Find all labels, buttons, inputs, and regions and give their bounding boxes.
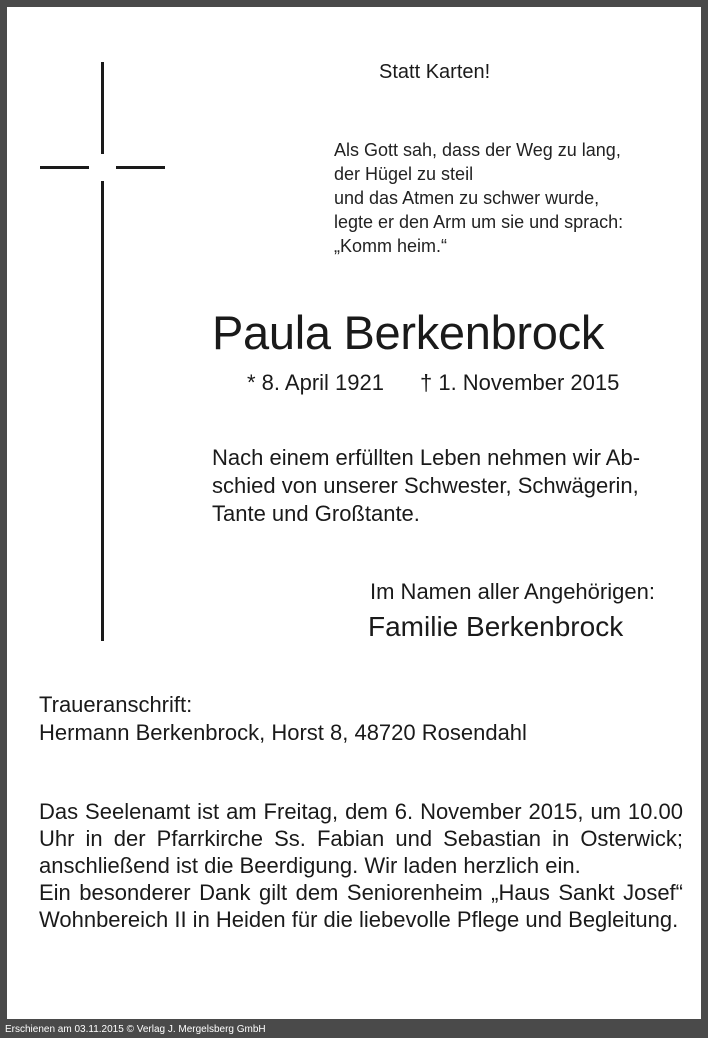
cross-icon-top [101,62,104,154]
poem-text: Als Gott sah, dass der Weg zu lang, der Hügel zu steil und das Atmen zu schwer wurde, legte er den Arm um sie und sprach: „Komm heim.“ [334,140,624,256]
life-dates [247,369,619,397]
death-date: † 1. November 2015 [419,370,620,395]
address-value: Hermann Berkenbrock, Horst 8, 48720 Rosendahl [39,720,527,745]
service-paragraph: Das Seelenamt ist am Freitag, dem 6. November 2015, um 10.00 Uhr in der Pfarrkirche Ss. Fabian und Sebastian in Osterwick; anschließend ist die Beerdigung. Wir laden herzlich ein. [39,799,683,878]
birth-date: * 8. April 1921 [247,370,384,395]
footer-text: Erschienen am 03.11.2015 © Verlag J. Mergelsberg GmbH [5,1024,266,1035]
thanks-paragraph: Ein besonderer Dank gilt dem Seniorenheim „Haus Sankt Josef“ Wohnbereich II in Heiden für die liebevolle Pflege und Begleitung. [39,880,683,932]
signature-intro: Im Namen aller Angehörigen: [370,579,655,604]
cross-icon-left-arm [40,166,89,169]
deceased-name: Paula Berkenbrock [212,306,605,359]
signature-family: Familie Berkenbrock [368,611,624,642]
service-info [39,798,683,933]
footer-bar [0,1021,708,1038]
header-title: Statt Karten! [379,61,491,83]
address-label: Traueranschrift: [39,692,193,717]
obituary-card [7,7,701,1019]
mourning-text: Nach einem erfüllten Leben nehmen wir Ab- schied von unserer Schwester, Schwägerin, Tante und Großtante. [212,445,641,526]
cross-icon-right-arm [116,166,165,169]
cross-icon-stem [101,181,104,641]
